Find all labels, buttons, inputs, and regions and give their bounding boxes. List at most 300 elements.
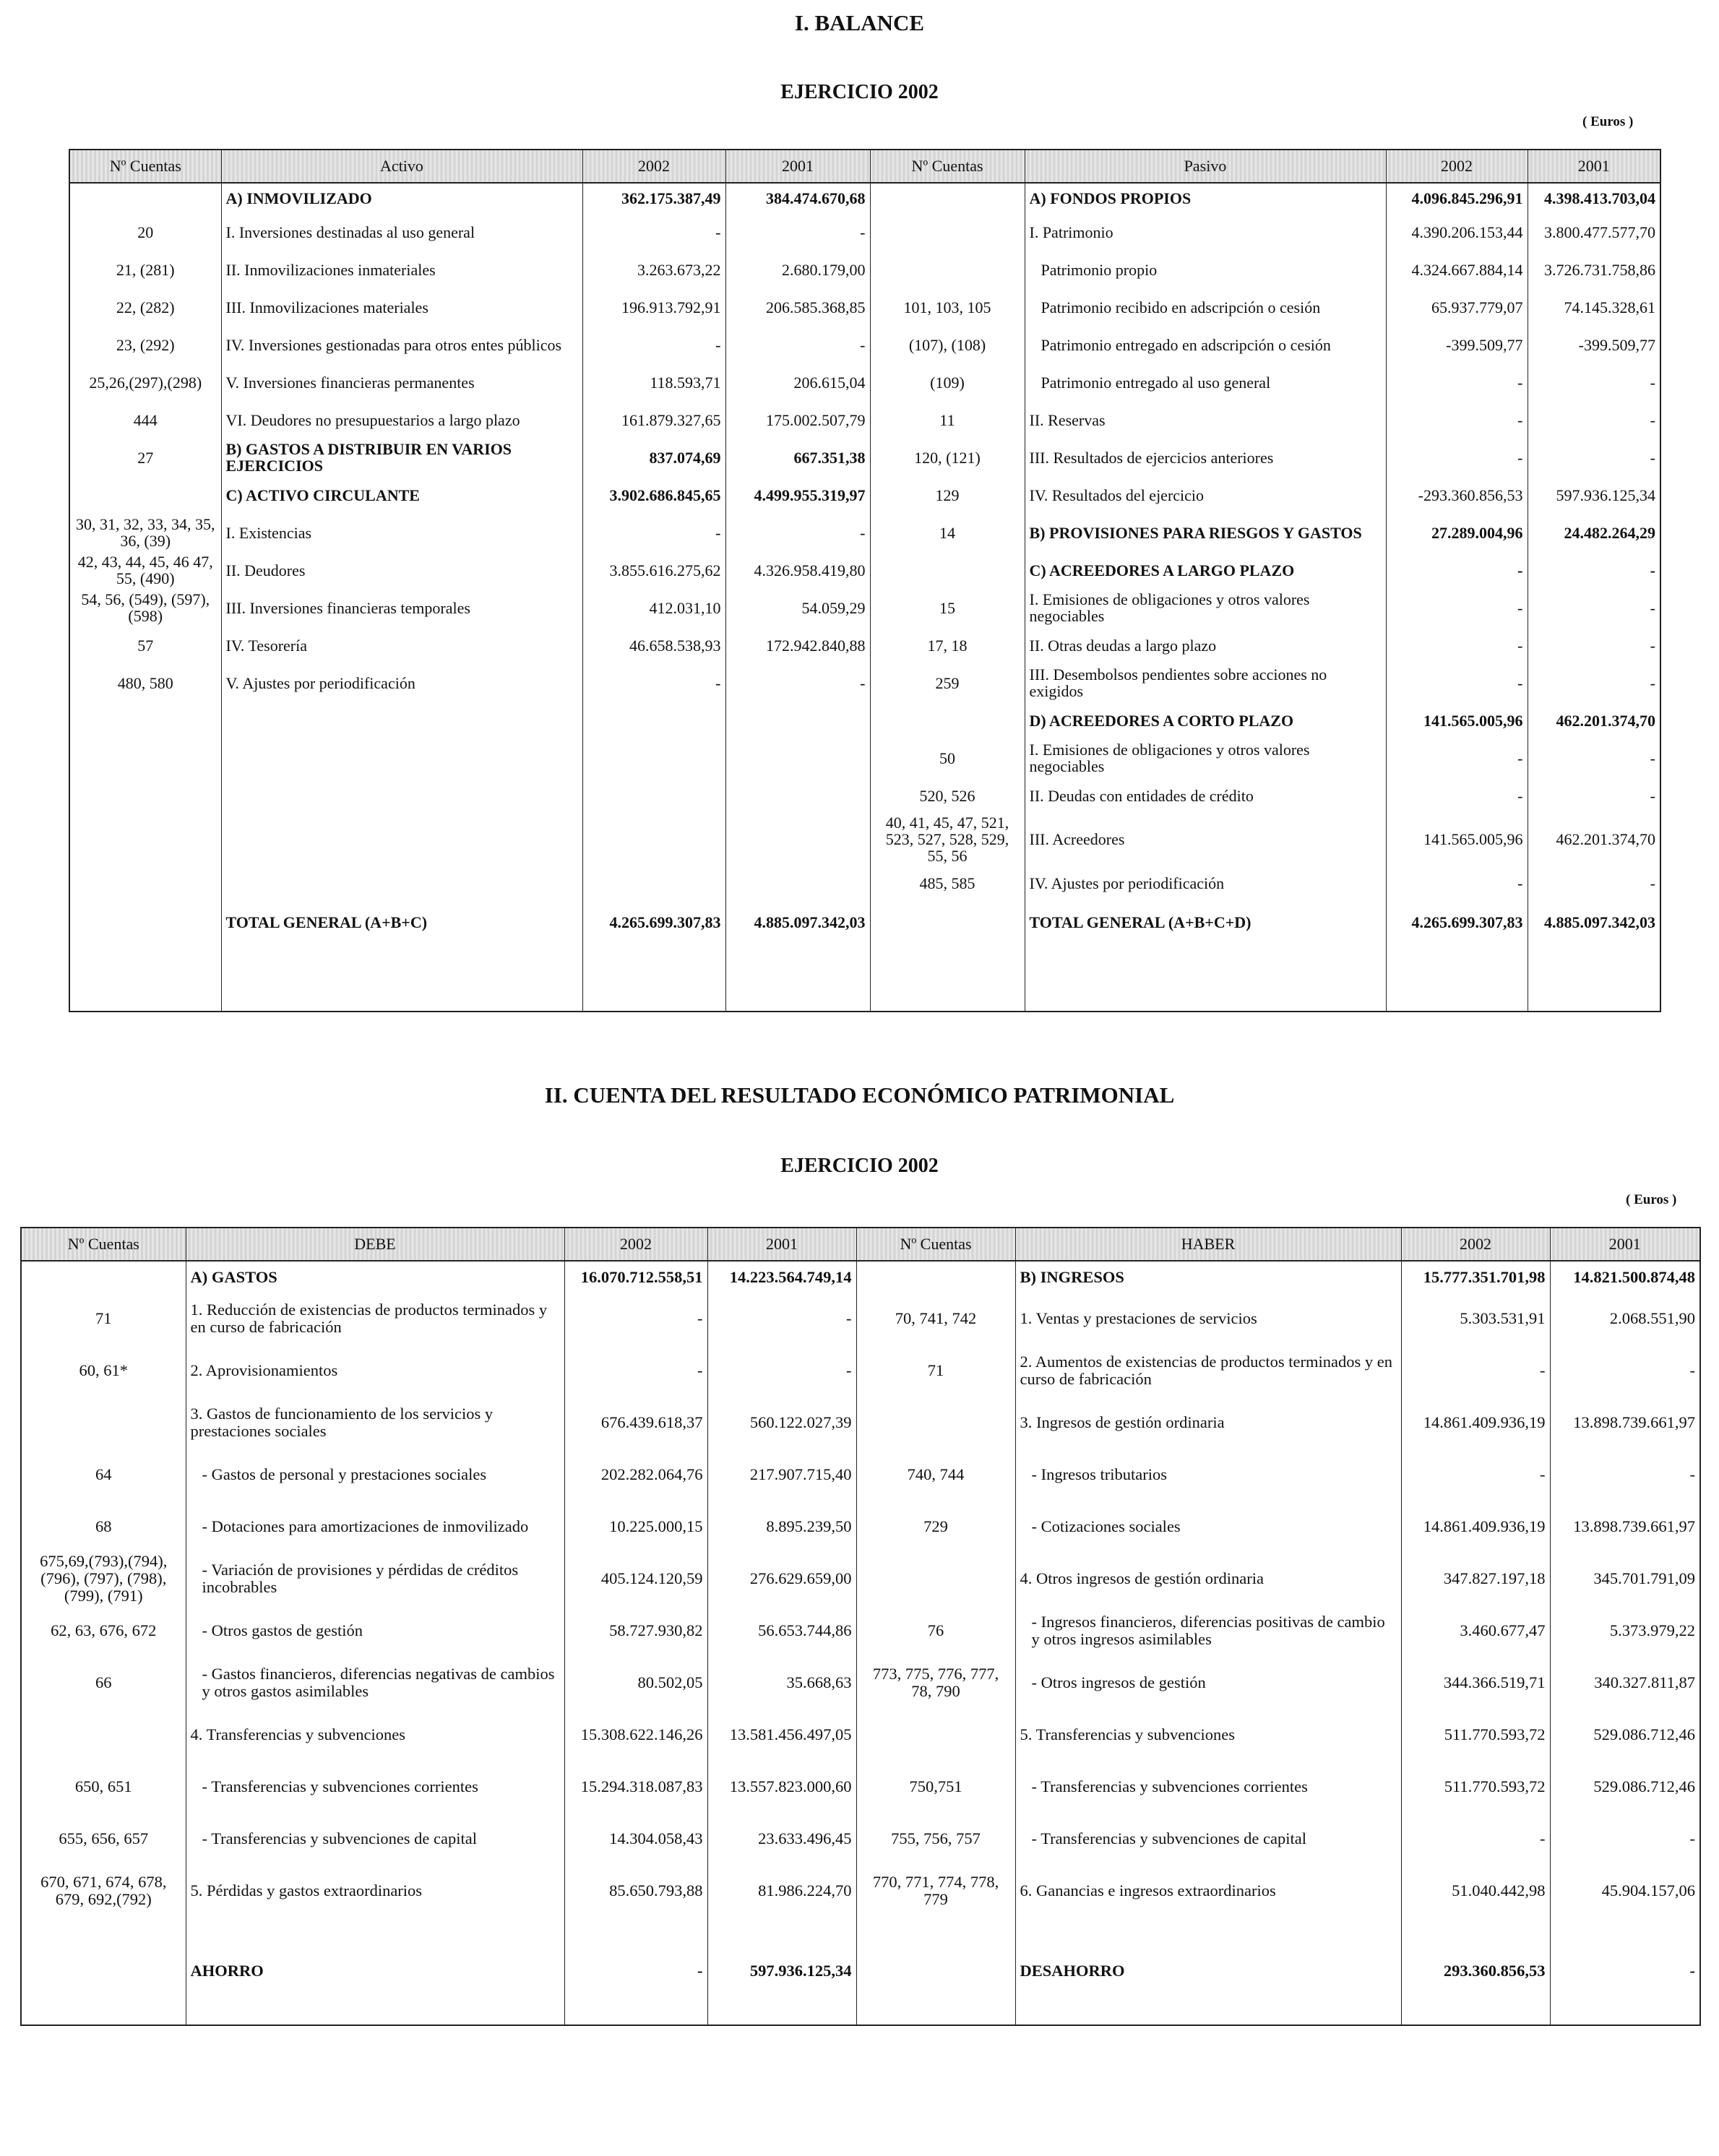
pasivo-2001: -: [1528, 589, 1660, 626]
haber-2001: -: [1550, 1813, 1700, 1865]
pasivo-2002: 4.265.699.307,83: [1386, 902, 1528, 942]
balance-col-2002-p: 2002: [1386, 150, 1528, 183]
pasivo-accounts: 14: [870, 514, 1025, 551]
activo-2002: [582, 814, 725, 864]
activo-accounts: [69, 739, 221, 777]
haber-label: 3. Ingresos de gestión ordinaria: [1015, 1397, 1401, 1449]
pasivo-2001: 4.885.097.342,03: [1528, 902, 1660, 942]
debe-2002: 10.225.000,15: [564, 1501, 707, 1553]
pasivo-2001: -: [1528, 864, 1660, 902]
activo-2001: 4.885.097.342,03: [725, 902, 870, 942]
activo-2002: -: [582, 213, 725, 251]
haber-2002: 5.303.531,91: [1401, 1293, 1550, 1345]
resultado-row: [21, 1917, 1700, 2025]
resultado-row: [21, 1865, 1700, 1917]
activo-accounts: 444: [69, 401, 221, 439]
pasivo-2002: -: [1386, 439, 1528, 476]
debe-accounts: 71: [21, 1293, 186, 1345]
debe-2001: -: [707, 1345, 856, 1397]
debe-accounts: [21, 1709, 186, 1761]
balance-table: [69, 149, 1661, 1012]
balance-row: [69, 589, 1660, 626]
balance-filler-row: [69, 942, 1660, 1012]
resultado-title: II. CUENTA DEL RESULTADO ECONÓMICO PATRIMONIAL: [544, 1082, 1175, 1108]
activo-2001: 172.942.840,88: [725, 626, 870, 664]
pasivo-accounts: 50: [870, 739, 1025, 777]
balance-row: [69, 814, 1660, 864]
resultado-col-2001-d: 2001: [707, 1228, 856, 1261]
activo-2002: 161.879.327,65: [582, 401, 725, 439]
haber-2001: -: [1550, 1917, 1700, 2025]
resultado-col-2002-h: 2002: [1401, 1228, 1550, 1261]
haber-2001: 13.898.739.661,97: [1550, 1501, 1700, 1553]
haber-accounts: 773, 775, 776, 777, 78, 790: [856, 1657, 1015, 1709]
activo-2002: -: [582, 514, 725, 551]
activo-label: C) ACTIVO CIRCULANTE: [221, 476, 582, 514]
haber-2002: 51.040.442,98: [1401, 1865, 1550, 1917]
balance-col-accounts-p: Nº Cuentas: [870, 150, 1025, 183]
resultado-table: [20, 1227, 1701, 2026]
resultado-row: [21, 1605, 1700, 1657]
haber-2001: 14.821.500.874,48: [1550, 1261, 1700, 1293]
activo-2002: 3.902.686.845,65: [582, 476, 725, 514]
haber-label: - Otros ingresos de gestión: [1015, 1657, 1401, 1709]
debe-accounts: 670, 671, 674, 678, 679, 692,(792): [21, 1865, 186, 1917]
activo-accounts: 30, 31, 32, 33, 34, 35, 36, (39): [69, 514, 221, 551]
debe-label: - Dotaciones para amortizaciones de inmovilizado: [186, 1501, 564, 1553]
debe-2002: 80.502,05: [564, 1657, 707, 1709]
activo-accounts: 54, 56, (549), (597), (598): [69, 589, 221, 626]
pasivo-label: TOTAL GENERAL (A+B+C+D): [1025, 902, 1386, 942]
activo-label: B) GASTOS A DISTRIBUIR EN VARIOS EJERCICIOS: [221, 439, 582, 476]
debe-2002: 16.070.712.558,51: [564, 1261, 707, 1293]
balance-currency: ( Euros ): [1582, 114, 1634, 129]
debe-2001: 14.223.564.749,14: [707, 1261, 856, 1293]
haber-label: - Transferencias y subvenciones de capital: [1015, 1813, 1401, 1865]
activo-2001: [725, 864, 870, 902]
haber-2002: 15.777.351.701,98: [1401, 1261, 1550, 1293]
pasivo-2002: 4.096.845.296,91: [1386, 183, 1528, 213]
debe-2002: -: [564, 1345, 707, 1397]
pasivo-label: B) PROVISIONES PARA RIESGOS Y GASTOS: [1025, 514, 1386, 551]
haber-2002: 511.770.593,72: [1401, 1709, 1550, 1761]
pasivo-2002: -293.360.856,53: [1386, 476, 1528, 514]
activo-2002: [582, 739, 725, 777]
activo-accounts: 27: [69, 439, 221, 476]
pasivo-2002: 4.324.667.884,14: [1386, 251, 1528, 288]
haber-2001: 345.701.791,09: [1550, 1553, 1700, 1605]
resultado-row: [21, 1397, 1700, 1449]
pasivo-2002: 141.565.005,96: [1386, 702, 1528, 739]
resultado-col-2001-h: 2001: [1550, 1228, 1700, 1261]
debe-accounts: 68: [21, 1501, 186, 1553]
pasivo-label: II. Deudas con entidades de crédito: [1025, 777, 1386, 814]
pasivo-2001: -: [1528, 739, 1660, 777]
haber-label: B) INGRESOS: [1015, 1261, 1401, 1293]
activo-2001: 206.615,04: [725, 363, 870, 401]
pasivo-2002: -: [1386, 401, 1528, 439]
activo-accounts: [69, 702, 221, 739]
haber-2002: 14.861.409.936,19: [1401, 1501, 1550, 1553]
debe-2002: 676.439.618,37: [564, 1397, 707, 1449]
debe-2001: 23.633.496,45: [707, 1813, 856, 1865]
activo-2001: [725, 739, 870, 777]
pasivo-accounts: [870, 902, 1025, 942]
activo-accounts: [69, 902, 221, 942]
pasivo-label: D) ACREEDORES A CORTO PLAZO: [1025, 702, 1386, 739]
haber-2002: 344.366.519,71: [1401, 1657, 1550, 1709]
pasivo-2002: 4.390.206.153,44: [1386, 213, 1528, 251]
activo-accounts: 22, (282): [69, 288, 221, 326]
activo-accounts: [69, 777, 221, 814]
pasivo-label: II. Otras deudas a largo plazo: [1025, 626, 1386, 664]
pasivo-2001: 597.936.125,34: [1528, 476, 1660, 514]
haber-accounts: 770, 771, 774, 778, 779: [856, 1865, 1015, 1917]
haber-2001: 13.898.739.661,97: [1550, 1397, 1700, 1449]
activo-label: IV. Tesorería: [221, 626, 582, 664]
haber-label: 5. Transferencias y subvenciones: [1015, 1709, 1401, 1761]
pasivo-2001: -: [1528, 664, 1660, 702]
activo-label: III. Inversiones financieras temporales: [221, 589, 582, 626]
activo-2001: -: [725, 514, 870, 551]
activo-label: V. Inversiones financieras permanentes: [221, 363, 582, 401]
debe-2001: 8.895.239,50: [707, 1501, 856, 1553]
pasivo-2002: 27.289.004,96: [1386, 514, 1528, 551]
pasivo-2002: 65.937.779,07: [1386, 288, 1528, 326]
haber-accounts: 755, 756, 757: [856, 1813, 1015, 1865]
balance-row: [69, 439, 1660, 476]
resultado-col-2002-d: 2002: [564, 1228, 707, 1261]
activo-label: [221, 702, 582, 739]
activo-accounts: [69, 814, 221, 864]
pasivo-2001: -: [1528, 401, 1660, 439]
debe-2002: 15.294.318.087,83: [564, 1761, 707, 1813]
debe-accounts: 650, 651: [21, 1761, 186, 1813]
activo-label: [221, 739, 582, 777]
activo-2001: [725, 814, 870, 864]
resultado-row: [21, 1761, 1700, 1813]
activo-accounts: 20: [69, 213, 221, 251]
haber-2001: -: [1550, 1345, 1700, 1397]
haber-accounts: [856, 1709, 1015, 1761]
balance-row: [69, 401, 1660, 439]
activo-accounts: [69, 183, 221, 213]
balance-row: [69, 902, 1660, 942]
pasivo-label: C) ACREEDORES A LARGO PLAZO: [1025, 551, 1386, 589]
pasivo-accounts: [870, 213, 1025, 251]
activo-2001: 175.002.507,79: [725, 401, 870, 439]
resultado-row: [21, 1813, 1700, 1865]
haber-accounts: 750,751: [856, 1761, 1015, 1813]
debe-accounts: 675,69,(793),(794), (796), (797), (798), (799), (791): [21, 1553, 186, 1605]
debe-label: AHORRO: [186, 1917, 564, 2025]
debe-2002: 15.308.622.146,26: [564, 1709, 707, 1761]
balance-row: [69, 326, 1660, 363]
haber-label: - Ingresos tributarios: [1015, 1449, 1401, 1501]
activo-2002: -: [582, 664, 725, 702]
activo-label: [221, 864, 582, 902]
pasivo-2002: -: [1386, 739, 1528, 777]
resultado-col-accounts-d: Nº Cuentas: [21, 1228, 186, 1261]
balance-row: [69, 551, 1660, 589]
resultado-currency: ( Euros ): [1626, 1192, 1677, 1207]
activo-2002: 837.074,69: [582, 439, 725, 476]
debe-accounts: 64: [21, 1449, 186, 1501]
haber-2002: 347.827.197,18: [1401, 1553, 1550, 1605]
pasivo-accounts: [870, 251, 1025, 288]
haber-2001: 2.068.551,90: [1550, 1293, 1700, 1345]
balance-row: [69, 183, 1660, 213]
debe-2001: 217.907.715,40: [707, 1449, 856, 1501]
haber-2001: 529.086.712,46: [1550, 1761, 1700, 1813]
activo-2001: 2.680.179,00: [725, 251, 870, 288]
haber-2002: -: [1401, 1345, 1550, 1397]
debe-accounts: 60, 61*: [21, 1345, 186, 1397]
activo-2001: 4.499.955.319,97: [725, 476, 870, 514]
debe-2001: 13.557.823.000,60: [707, 1761, 856, 1813]
balance-col-accounts-a: Nº Cuentas: [69, 150, 221, 183]
resultado-row: [21, 1501, 1700, 1553]
balance-row: [69, 363, 1660, 401]
pasivo-label: I. Emisiones de obligaciones y otros valores negociables: [1025, 739, 1386, 777]
haber-2002: -: [1401, 1813, 1550, 1865]
pasivo-label: III. Resultados de ejercicios anteriores: [1025, 439, 1386, 476]
activo-2001: 54.059,29: [725, 589, 870, 626]
balance-row: [69, 476, 1660, 514]
pasivo-accounts: 120, (121): [870, 439, 1025, 476]
balance-header-row: [69, 150, 1660, 183]
activo-accounts: 23, (292): [69, 326, 221, 363]
debe-label: - Transferencias y subvenciones corrientes: [186, 1761, 564, 1813]
activo-label: IV. Inversiones gestionadas para otros entes públicos: [221, 326, 582, 363]
balance-col-activo: Activo: [221, 150, 582, 183]
balance-title: I. BALANCE: [794, 10, 925, 35]
haber-2001: 45.904.157,06: [1550, 1865, 1700, 1917]
pasivo-label: Patrimonio propio: [1025, 251, 1386, 288]
balance-col-pasivo: Pasivo: [1025, 150, 1386, 183]
haber-2001: -: [1550, 1449, 1700, 1501]
haber-label: 4. Otros ingresos de gestión ordinaria: [1015, 1553, 1401, 1605]
activo-2002: 4.265.699.307,83: [582, 902, 725, 942]
debe-accounts: [21, 1261, 186, 1293]
pasivo-2001: -: [1528, 551, 1660, 589]
resultado-row: [21, 1449, 1700, 1501]
activo-accounts: [69, 864, 221, 902]
pasivo-label: Patrimonio entregado al uso general: [1025, 363, 1386, 401]
activo-label: [221, 777, 582, 814]
debe-accounts: 655, 656, 657: [21, 1813, 186, 1865]
debe-label: 5. Pérdidas y gastos extraordinarios: [186, 1865, 564, 1917]
pasivo-2001: 3.800.477.577,70: [1528, 213, 1660, 251]
activo-accounts: [69, 476, 221, 514]
debe-label: 3. Gastos de funcionamiento de los servicios y prestaciones sociales: [186, 1397, 564, 1449]
pasivo-2002: -: [1386, 551, 1528, 589]
resultado-row: [21, 1657, 1700, 1709]
debe-2001: 560.122.027,39: [707, 1397, 856, 1449]
balance-row: [69, 739, 1660, 777]
activo-accounts: 480, 580: [69, 664, 221, 702]
pasivo-accounts: [870, 551, 1025, 589]
haber-label: - Ingresos financieros, diferencias positivas de cambio y otros ingresos asimilables: [1015, 1605, 1401, 1657]
haber-2001: 529.086.712,46: [1550, 1709, 1700, 1761]
debe-2001: 597.936.125,34: [707, 1917, 856, 2025]
debe-2002: 405.124.120,59: [564, 1553, 707, 1605]
resultado-row: [21, 1709, 1700, 1761]
resultado-row: [21, 1261, 1700, 1293]
pasivo-accounts: 17, 18: [870, 626, 1025, 664]
balance-row: [69, 288, 1660, 326]
balance-row: [69, 777, 1660, 814]
activo-2001: -: [725, 664, 870, 702]
haber-accounts: 71: [856, 1345, 1015, 1397]
activo-label: A) INMOVILIZADO: [221, 183, 582, 213]
balance-col-2001-p: 2001: [1528, 150, 1660, 183]
debe-2001: -: [707, 1293, 856, 1345]
pasivo-accounts: (107), (108): [870, 326, 1025, 363]
pasivo-2001: -399.509,77: [1528, 326, 1660, 363]
balance-col-2002-a: 2002: [582, 150, 725, 183]
pasivo-label: III. Desembolsos pendientes sobre acciones no exigidos: [1025, 664, 1386, 702]
activo-2002: 362.175.387,49: [582, 183, 725, 213]
pasivo-accounts: 11: [870, 401, 1025, 439]
debe-accounts: [21, 1397, 186, 1449]
activo-label: I. Inversiones destinadas al uso general: [221, 213, 582, 251]
activo-2001: 206.585.368,85: [725, 288, 870, 326]
debe-2001: 13.581.456.497,05: [707, 1709, 856, 1761]
activo-2001: -: [725, 213, 870, 251]
debe-2002: 202.282.064,76: [564, 1449, 707, 1501]
activo-2002: [582, 777, 725, 814]
haber-label: 6. Ganancias e ingresos extraordinarios: [1015, 1865, 1401, 1917]
haber-accounts: 76: [856, 1605, 1015, 1657]
debe-accounts: 66: [21, 1657, 186, 1709]
debe-label: - Otros gastos de gestión: [186, 1605, 564, 1657]
activo-label: TOTAL GENERAL (A+B+C): [221, 902, 582, 942]
debe-2002: -: [564, 1917, 707, 2025]
haber-label: - Cotizaciones sociales: [1015, 1501, 1401, 1553]
debe-label: 4. Transferencias y subvenciones: [186, 1709, 564, 1761]
pasivo-accounts: 259: [870, 664, 1025, 702]
activo-2002: 118.593,71: [582, 363, 725, 401]
balance-row: [69, 626, 1660, 664]
debe-label: - Transferencias y subvenciones de capital: [186, 1813, 564, 1865]
pasivo-label: Patrimonio recibido en adscripción o cesión: [1025, 288, 1386, 326]
debe-2001: 56.653.744,86: [707, 1605, 856, 1657]
activo-accounts: 57: [69, 626, 221, 664]
resultado-col-haber: HABER: [1015, 1228, 1401, 1261]
resultado-col-debe: DEBE: [186, 1228, 564, 1261]
debe-label: - Gastos de personal y prestaciones sociales: [186, 1449, 564, 1501]
haber-accounts: [856, 1261, 1015, 1293]
haber-label: DESAHORRO: [1015, 1917, 1401, 2025]
pasivo-label: IV. Ajustes por periodificación: [1025, 864, 1386, 902]
haber-accounts: [856, 1917, 1015, 2025]
debe-2002: -: [564, 1293, 707, 1345]
activo-2001: [725, 702, 870, 739]
debe-2002: 58.727.930,82: [564, 1605, 707, 1657]
activo-label: VI. Deudores no presupuestarios a largo plazo: [221, 401, 582, 439]
balance-row: [69, 664, 1660, 702]
haber-2001: 340.327.811,87: [1550, 1657, 1700, 1709]
debe-label: 1. Reducción de existencias de productos terminados y en curso de fabricación: [186, 1293, 564, 1345]
haber-2002: -: [1401, 1449, 1550, 1501]
debe-label: 2. Aprovisionamientos: [186, 1345, 564, 1397]
pasivo-2001: 24.482.264,29: [1528, 514, 1660, 551]
pasivo-label: I. Emisiones de obligaciones y otros valores negociables: [1025, 589, 1386, 626]
pasivo-label: IV. Resultados del ejercicio: [1025, 476, 1386, 514]
pasivo-2001: -: [1528, 777, 1660, 814]
pasivo-2001: 462.201.374,70: [1528, 814, 1660, 864]
balance-col-2001-a: 2001: [725, 150, 870, 183]
activo-label: [221, 814, 582, 864]
activo-2001: 4.326.958.419,80: [725, 551, 870, 589]
pasivo-accounts: [870, 702, 1025, 739]
pasivo-label: Patrimonio entregado en adscripción o cesión: [1025, 326, 1386, 363]
activo-2002: 3.855.616.275,62: [582, 551, 725, 589]
activo-label: I. Existencias: [221, 514, 582, 551]
pasivo-2002: -: [1386, 589, 1528, 626]
activo-2002: -: [582, 326, 725, 363]
activo-2002: [582, 702, 725, 739]
haber-2002: 14.861.409.936,19: [1401, 1397, 1550, 1449]
activo-2002: 196.913.792,91: [582, 288, 725, 326]
pasivo-accounts: 15: [870, 589, 1025, 626]
balance-row: [69, 702, 1660, 739]
pasivo-2002: -: [1386, 363, 1528, 401]
pasivo-label: A) FONDOS PROPIOS: [1025, 183, 1386, 213]
pasivo-accounts: 129: [870, 476, 1025, 514]
resultado-row: [21, 1293, 1700, 1345]
activo-label: II. Inmovilizaciones inmateriales: [221, 251, 582, 288]
activo-2001: 667.351,38: [725, 439, 870, 476]
pasivo-label: II. Reservas: [1025, 401, 1386, 439]
balance-row: [69, 251, 1660, 288]
balance-row: [69, 514, 1660, 551]
activo-accounts: 42, 43, 44, 45, 46 47, 55, (490): [69, 551, 221, 589]
debe-label: - Gastos financieros, diferencias negativas de cambios y otros gastos asimilables: [186, 1657, 564, 1709]
debe-accounts: [21, 1917, 186, 2025]
balance-subtitle: EJERCICIO 2002: [780, 81, 939, 103]
activo-2001: [725, 777, 870, 814]
debe-2002: 14.304.058,43: [564, 1813, 707, 1865]
activo-2002: 46.658.538,93: [582, 626, 725, 664]
pasivo-2002: -: [1386, 777, 1528, 814]
haber-accounts: 70, 741, 742: [856, 1293, 1015, 1345]
resultado-row: [21, 1553, 1700, 1605]
pasivo-2001: 462.201.374,70: [1528, 702, 1660, 739]
pasivo-accounts: 101, 103, 105: [870, 288, 1025, 326]
pasivo-2002: -: [1386, 664, 1528, 702]
pasivo-2001: -: [1528, 363, 1660, 401]
haber-accounts: 740, 744: [856, 1449, 1015, 1501]
resultado-row: [21, 1345, 1700, 1397]
debe-2001: 276.629.659,00: [707, 1553, 856, 1605]
resultado-col-accounts-h: Nº Cuentas: [856, 1228, 1015, 1261]
haber-label: 1. Ventas y prestaciones de servicios: [1015, 1293, 1401, 1345]
activo-2002: 412.031,10: [582, 589, 725, 626]
haber-accounts: [856, 1553, 1015, 1605]
pasivo-2002: -399.509,77: [1386, 326, 1528, 363]
debe-label: A) GASTOS: [186, 1261, 564, 1293]
haber-accounts: 729: [856, 1501, 1015, 1553]
pasivo-label: III. Acreedores: [1025, 814, 1386, 864]
haber-2002: 511.770.593,72: [1401, 1761, 1550, 1813]
pasivo-label: I. Patrimonio: [1025, 213, 1386, 251]
activo-2001: -: [725, 326, 870, 363]
activo-2002: [582, 864, 725, 902]
pasivo-2001: 4.398.413.703,04: [1528, 183, 1660, 213]
activo-2001: 384.474.670,68: [725, 183, 870, 213]
